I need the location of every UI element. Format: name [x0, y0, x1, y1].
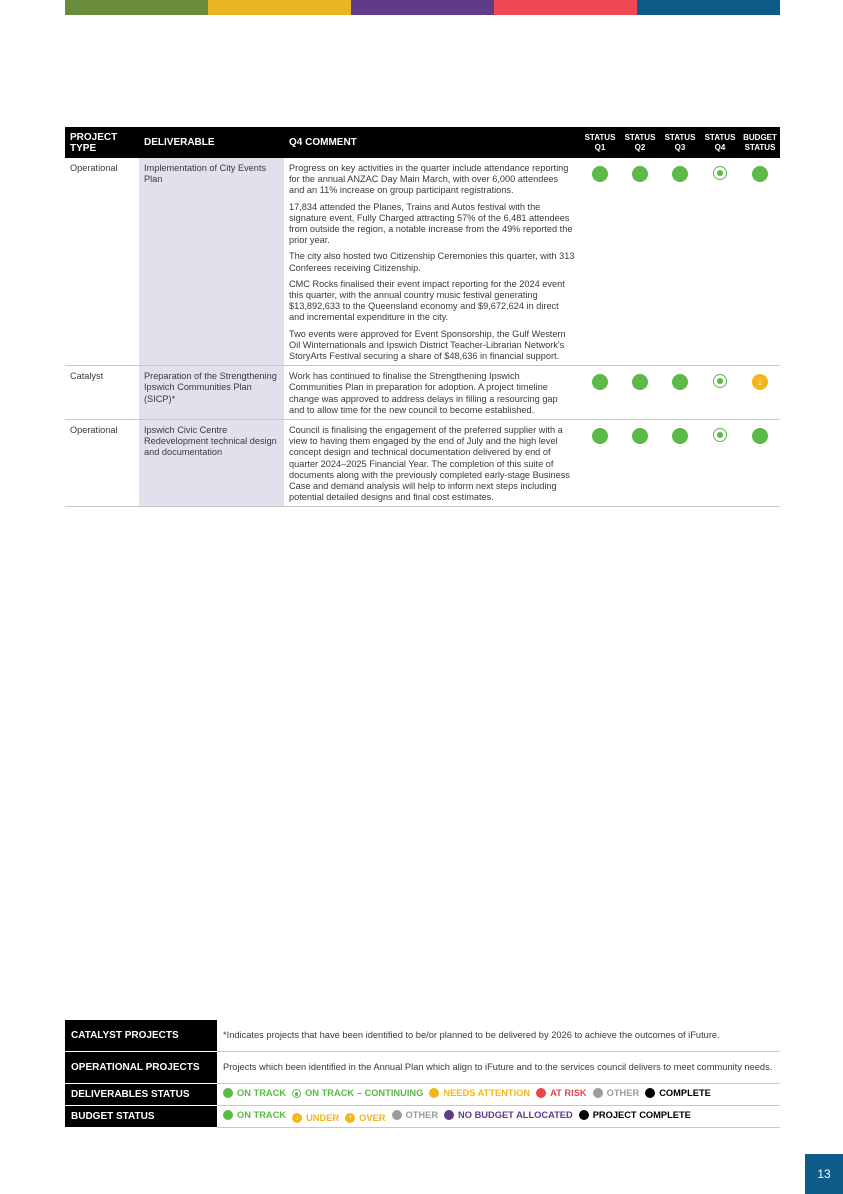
comment-paragraph: 17,834 attended the Planes, Trains and Autos festival with the signature event, Fully Charged attracting 57% of the 6,481 attendees from outside the region, a notable increase from the 49% reported the prior year.	[289, 201, 573, 246]
legend-item	[579, 1110, 691, 1121]
legend-row-operational	[65, 1052, 780, 1084]
status-q2-cell	[620, 366, 660, 420]
status-dot-icon	[392, 1110, 402, 1120]
page-number: 13	[805, 1154, 843, 1194]
top-bar-segment	[637, 0, 780, 15]
q4-comment-cell	[284, 158, 580, 366]
status-q1-cell	[580, 366, 620, 420]
top-bar-segment	[208, 0, 351, 15]
status-q2-cell	[620, 158, 660, 366]
header-status-q3: STATUS Q3	[660, 127, 700, 158]
legend-item-label: OTHER	[606, 1087, 640, 1098]
legend-item-label: OVER	[359, 1112, 386, 1123]
header-status-q4: STATUS Q4	[700, 127, 740, 158]
on-track-icon	[592, 374, 608, 390]
legend-item	[444, 1110, 573, 1121]
status-q1-cell	[580, 158, 620, 366]
header-q4-comment: Q4 COMMENT	[284, 127, 580, 158]
header-status-q2: STATUS Q2	[620, 127, 660, 158]
status-dot-icon	[593, 1088, 603, 1098]
comment-paragraph: Progress on key activities in the quarter include attendance reporting for the annual ANZAC Day Main March, with over 6,000 attendees and an 11% increase on group participant registrations.	[289, 163, 569, 196]
deliverable-cell: Ipswich Civic Centre Redevelopment technical design and documentation	[139, 420, 284, 507]
status-q1-cell	[580, 420, 620, 507]
legend-item	[223, 1110, 286, 1121]
table-row	[65, 420, 780, 507]
status-q2-cell	[620, 420, 660, 507]
table-row	[65, 366, 780, 420]
status-q3-cell	[660, 158, 700, 366]
status-q4-cell	[700, 366, 740, 420]
legend-item-label: ON TRACK	[237, 1109, 287, 1120]
table-row	[65, 158, 780, 366]
status-dot-icon	[536, 1088, 546, 1098]
header-deliverable: DELIVERABLE	[139, 127, 284, 158]
project-type-cell: Catalyst	[65, 366, 139, 420]
budget-under-icon: ↓	[752, 374, 768, 390]
legend-table	[65, 1020, 780, 1128]
legend-budget-label: BUDGET STATUS	[65, 1106, 217, 1128]
legend-item-label: AT RISK	[550, 1087, 587, 1098]
legend-item-label: OTHER	[405, 1109, 439, 1120]
legend-item	[292, 1113, 339, 1124]
top-bar-segment	[494, 0, 637, 15]
status-dot-icon	[429, 1088, 439, 1098]
legend-item	[292, 1088, 423, 1099]
legend-item	[536, 1088, 587, 1099]
on-track-icon	[752, 166, 768, 182]
status-dot-icon	[444, 1110, 454, 1120]
legend-deliverables-items	[217, 1084, 780, 1106]
status-dot-icon	[223, 1110, 233, 1120]
legend-deliverables-label: DELIVERABLES STATUS	[65, 1084, 217, 1106]
status-budget-cell	[740, 158, 780, 366]
on-track-icon	[752, 428, 768, 444]
comment-paragraph: Work has continued to finalise the Strengthening Ipswich Communities Plan in preparation for adoption. A project timeline change was approved to address delays in filling a resourcing gap and to allow time for the new council to become established.	[289, 371, 558, 415]
status-q3-cell	[660, 420, 700, 507]
legend-item	[593, 1088, 640, 1099]
legend-item	[223, 1088, 286, 1099]
legend-item-label: UNDER	[306, 1112, 340, 1123]
on-track-icon	[672, 428, 688, 444]
legend-row-budget	[65, 1106, 780, 1128]
q4-comment-cell	[284, 366, 580, 420]
status-dot-icon	[645, 1088, 655, 1098]
legend-row-deliverables	[65, 1084, 780, 1106]
legend-catalyst-text: *Indicates projects that have been identified to be/or planned to be delivered by 2026 to achieve the outcomes of iFuture.	[217, 1020, 780, 1052]
legend-item-label: PROJECT COMPLETE	[592, 1109, 691, 1120]
status-budget-cell	[740, 366, 780, 420]
legend-item-label: COMPLETE	[659, 1087, 711, 1098]
legend-item-label: NEEDS ATTENTION	[443, 1087, 531, 1098]
legend-item	[645, 1088, 711, 1099]
legend-budget-items	[217, 1106, 780, 1128]
legend-row-catalyst	[65, 1020, 780, 1052]
comment-paragraph: CMC Rocks finalised their event impact reporting for the 2024 event this quarter, with the annual country music festival generating $13,892,633 to the Queensland economy and $9,672,624 in direct and incremental expenditure in the city.	[289, 278, 565, 323]
on-track-continuing-icon	[713, 166, 727, 180]
on-track-icon	[632, 166, 648, 182]
on-track-continuing-icon	[713, 428, 727, 442]
arrow-up-icon: ↑	[345, 1113, 355, 1123]
status-q3-cell	[660, 366, 700, 420]
on-track-icon	[592, 166, 608, 182]
header-budget-status: BUDGET STATUS	[740, 127, 780, 158]
legend-item-label: ON TRACK – CONTINUING	[305, 1088, 424, 1099]
legend-item	[345, 1113, 385, 1124]
header-status-q1: STATUS Q1	[580, 127, 620, 158]
on-track-icon	[672, 166, 688, 182]
top-bar-segment	[65, 0, 208, 15]
top-bar-segment	[351, 0, 494, 15]
q4-comment-cell	[284, 420, 580, 507]
status-q4-cell	[700, 420, 740, 507]
comment-paragraph: Two events were approved for Event Sponsorship, the Gulf Western Oil Winternationals and Ipswich District Teacher-Librarian Network's StoryArts Festival securing a share of $48,636 in financial support.	[289, 328, 566, 362]
legend-item	[429, 1088, 530, 1099]
status-dot-icon	[223, 1088, 233, 1098]
on-track-icon	[672, 374, 688, 390]
legend-catalyst-label: CATALYST PROJECTS	[65, 1020, 217, 1052]
legend-item	[392, 1110, 439, 1121]
legend-item-label: NO BUDGET ALLOCATED	[458, 1109, 573, 1120]
on-track-continuing-icon	[713, 374, 727, 388]
legend-operational-text: Projects which been identified in the Annual Plan which align to iFuture and to the services council delivers to meet community needs.	[217, 1052, 780, 1084]
on-track-icon	[632, 374, 648, 390]
comment-paragraph: The city also hosted two Citizenship Ceremonies this quarter, with 313 Conferees receiving Citizenship.	[289, 251, 575, 273]
status-budget-cell	[740, 420, 780, 507]
deliverable-cell: Preparation of the Strengthening Ipswich Communities Plan (SICP)*	[139, 366, 284, 420]
status-dot-icon	[579, 1110, 589, 1120]
status-q4-cell	[700, 158, 740, 366]
arrow-down-icon: ↓	[292, 1113, 302, 1123]
legend-operational-label: OPERATIONAL PROJECTS	[65, 1052, 217, 1084]
project-type-cell: Operational	[65, 420, 139, 507]
deliverables-table	[65, 127, 780, 507]
table-header-row	[65, 127, 780, 158]
deliverable-cell: Implementation of City Events Plan	[139, 158, 284, 366]
on-track-continuing-icon	[292, 1089, 301, 1098]
on-track-icon	[592, 428, 608, 444]
on-track-icon	[632, 428, 648, 444]
comment-paragraph: Council is finalising the engagement of the preferred supplier with a view to having them engaged by the end of July and the high level concept design and technical documentation delivered by end of quarter 2024–2025 Financial Year. The completion of this suite of documents along with the previously completed early-stage Business Case and demand analysis will help to inform next steps including potential detailed designs and final cost estimates.	[289, 425, 570, 503]
legend-item-label: ON TRACK	[237, 1087, 287, 1098]
top-color-bar	[65, 0, 780, 15]
header-project-type: PROJECT TYPE	[65, 127, 139, 158]
project-type-cell: Operational	[65, 158, 139, 366]
